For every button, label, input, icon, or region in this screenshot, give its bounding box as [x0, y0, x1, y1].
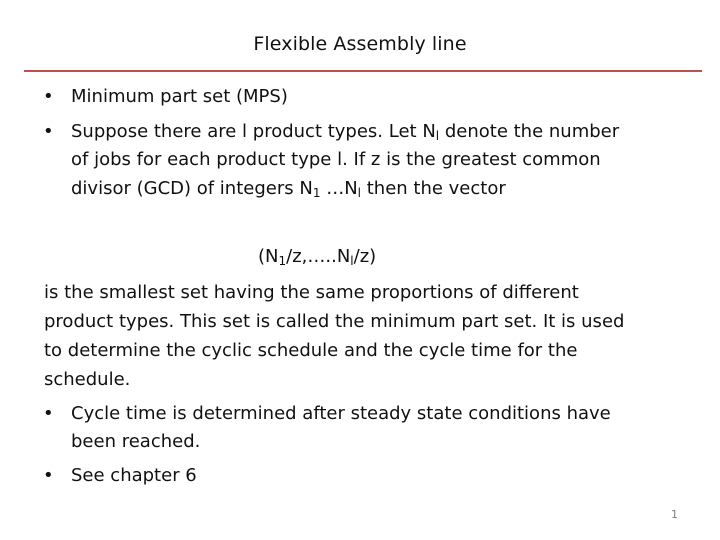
- text-run: (N: [258, 246, 279, 267]
- subscript: 1: [278, 254, 287, 268]
- page-number: 1: [671, 508, 678, 521]
- subscript: l: [435, 129, 440, 143]
- bullet-suppose-line-1: [71, 120, 619, 144]
- text-run: then the vector: [361, 178, 506, 199]
- text-run: denote the number: [439, 121, 620, 142]
- bullet-minimum-part-set: Minimum part set (MPS): [71, 86, 288, 107]
- paragraph-line: schedule.: [44, 369, 131, 390]
- bullet-cycle-time-line-1: Cycle time is determined after steady state conditions have: [71, 403, 611, 424]
- bullet-dot: •: [43, 465, 54, 486]
- paragraph-line: product types. This set is called the minimum part set. It is used: [44, 311, 625, 332]
- text-run: …N: [320, 178, 358, 199]
- bullet-dot: •: [43, 86, 54, 107]
- bullet-dot: •: [43, 121, 54, 142]
- bullet-see-chapter: See chapter 6: [71, 465, 197, 486]
- bullet-suppose-line-3: [71, 177, 506, 201]
- text-run: Suppose there are l product types. Let N: [71, 121, 436, 142]
- text-run: divisor (GCD) of integers N: [71, 178, 313, 199]
- bullet-cycle-time-line-2: been reached.: [71, 431, 201, 452]
- bullet-suppose-line-2: of jobs for each product type l. If z is the greatest common: [71, 149, 601, 170]
- text-run: /z,…..N: [286, 246, 351, 267]
- paragraph-line: to determine the cyclic schedule and the cycle time for the: [44, 340, 578, 361]
- subscript: 1: [312, 186, 321, 200]
- text-run: /z): [353, 246, 377, 267]
- subscript: l: [357, 186, 361, 200]
- paragraph-line: is the smallest set having the same proportions of different: [44, 282, 579, 303]
- mps-vector-formula: [258, 245, 376, 269]
- slide-title: Flexible Assembly line: [253, 33, 467, 55]
- subscript: l: [350, 254, 354, 268]
- title-divider: [24, 70, 702, 72]
- bullet-dot: •: [43, 403, 54, 424]
